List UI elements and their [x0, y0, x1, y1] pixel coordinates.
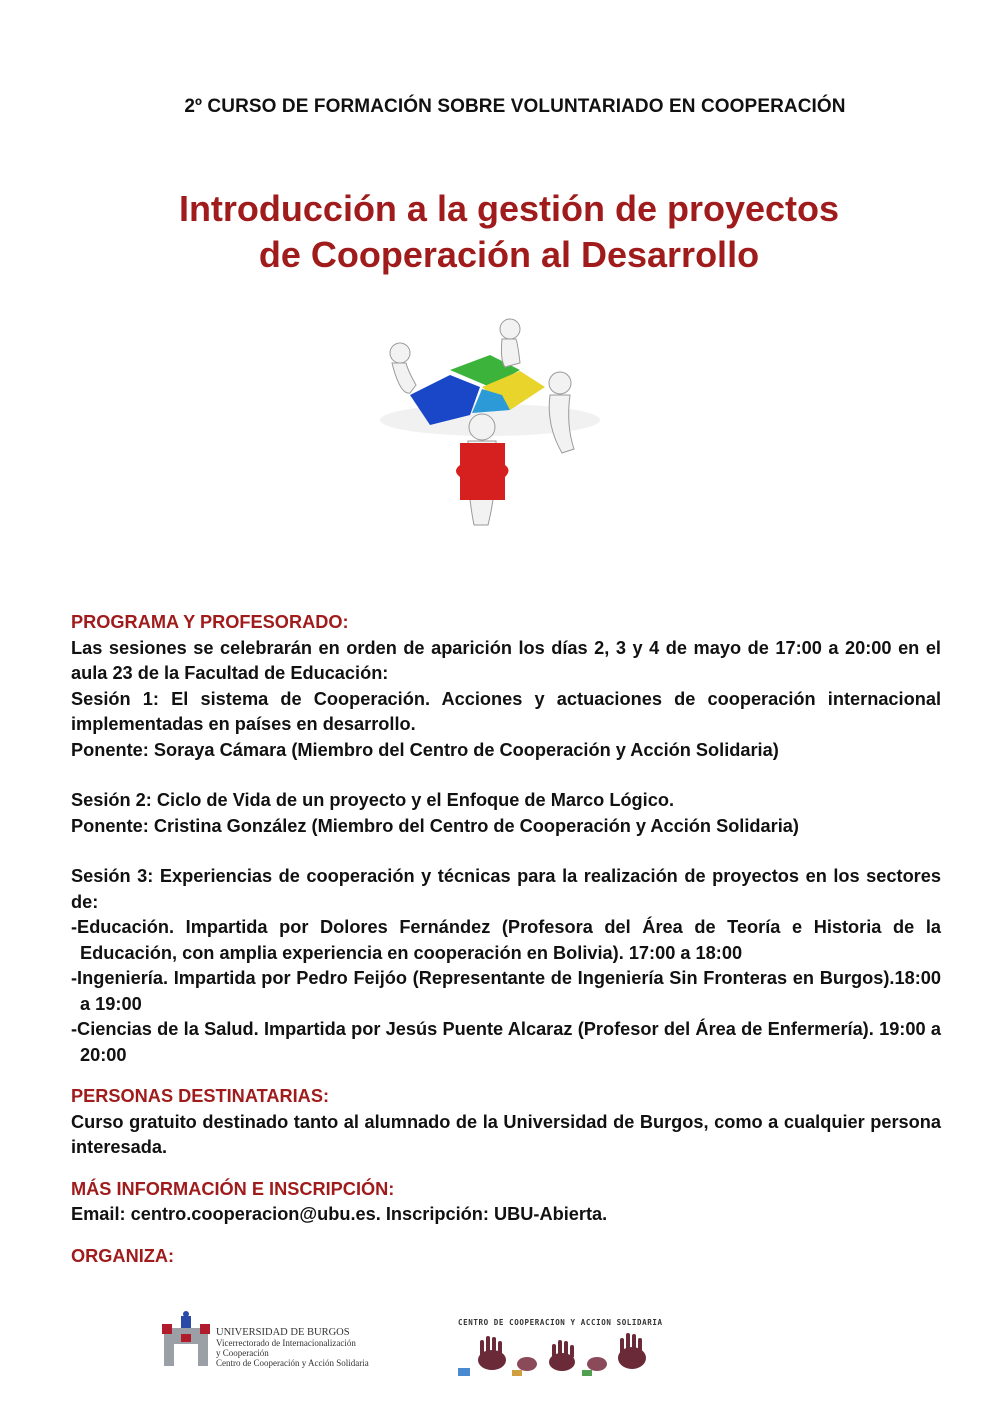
ccas-logo	[452, 1310, 664, 1380]
program-content	[71, 610, 941, 1269]
ubu-cooperacion: y Cooperación	[216, 1348, 269, 1358]
ubu-name: UNIVERSIDAD DE BURGOS	[216, 1327, 350, 1338]
page-title-line-2: de Cooperación al Desarrollo	[258, 234, 760, 275]
ubu-logo	[160, 1310, 390, 1370]
speaker-1: Ponente: Soraya Cámara (Miembro del Centro de Cooperación y Acción Solidaria)	[71, 739, 779, 760]
session-3: Sesión 3: Experiencias de cooperación y técnicas para la realización de proyectos en los sectores de:	[71, 866, 941, 912]
audience-heading: PERSONAS DESTINATARIAS:	[71, 1086, 330, 1106]
organizer-logos	[0, 1310, 1000, 1390]
info-heading: MÁS INFORMACIÓN E INSCRIPCIÓN:	[71, 1178, 395, 1199]
page-title-line-1: Introducción a la gestión de proyectos	[178, 188, 840, 229]
puzzle-people-illustration	[370, 315, 610, 535]
program-intro: Las sesiones se celebrarán en orden de aparición los días 2, 3 y 4 de mayo de 17:00 a 20:00 en el aula 23 de la Facultad de Educación:	[71, 637, 941, 683]
session-1: Sesión 1: El sistema de Cooperación. Acciones y actuaciones de cooperación internacional implementadas en países en desarrollo.	[71, 688, 941, 734]
speaker-2: Ponente: Cristina González (Miembro del Centro de Cooperación y Acción Solidaria)	[71, 815, 799, 836]
session-2: Sesión 2: Ciclo de Vida de un proyecto y el Enfoque de Marco Lógico.	[71, 790, 674, 810]
session-3-bullet-engineering: -Ingeniería. Impartida por Pedro Feijóo (Representante de Ingeniería Sin Fronteras en Burgos).18:00 a 19:00	[71, 968, 941, 1014]
session-3-bullet-health: -Ciencias de la Salud. Impartida por Jesús Puente Alcaraz (Profesor del Área de Enfermería). 19:00 a 20:00	[71, 1019, 941, 1065]
ubu-centro: Centro de Cooperación y Acción Solidaria	[216, 1358, 369, 1368]
ubu-emblem-icon	[160, 1310, 212, 1370]
ubu-vicerrectorado: Vicerrectorado de Internacionalización	[216, 1338, 356, 1348]
handprints-icon	[452, 1328, 664, 1384]
audience-text: Curso gratuito destinado tanto al alumnado de la Universidad de Burgos, como a cualquier persona interesada.	[71, 1111, 941, 1157]
program-heading: PROGRAMA Y PROFESORADO:	[71, 612, 349, 632]
course-subtitle: 2º CURSO DE FORMACIÓN SOBRE VOLUNTARIADO EN COOPERACIÓN	[184, 96, 846, 117]
ccas-title: CENTRO DE COOPERACION Y ACCION SOLIDARIA	[458, 1318, 663, 1327]
page-title	[0, 186, 1000, 278]
info-text: Email: centro.cooperacion@ubu.es. Inscripción: UBU-Abierta.	[71, 1204, 608, 1224]
session-3-bullet-education: -Educación. Impartida por Dolores Fernández (Profesora del Área de Teoría e Historia de la Educación, con amplia experiencia en cooperación en Bolivia). 17:00 a 18:00	[71, 917, 941, 963]
organiza-heading: ORGANIZA:	[71, 1245, 175, 1266]
